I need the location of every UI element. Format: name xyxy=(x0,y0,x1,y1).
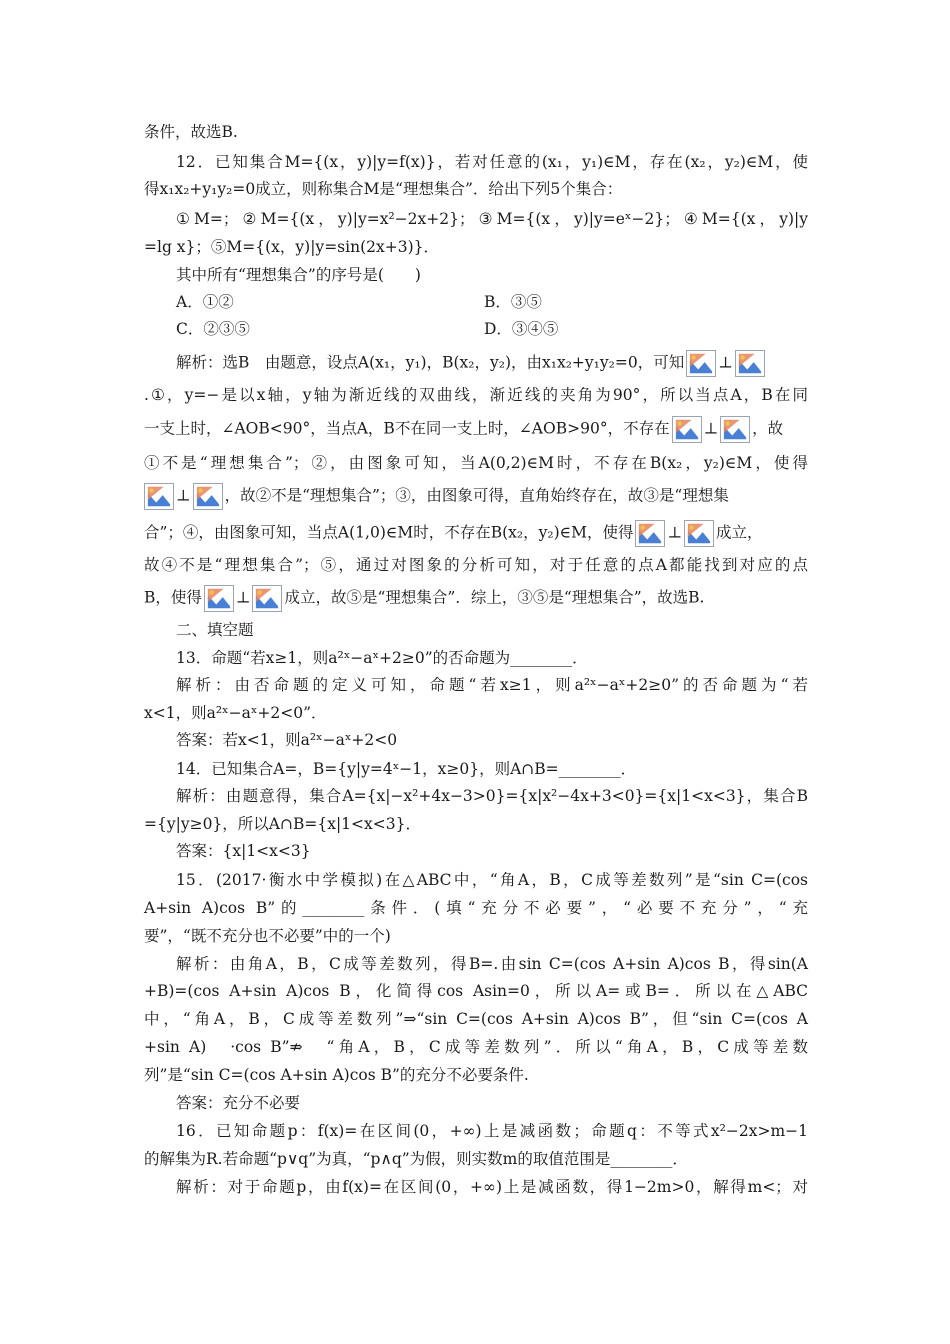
solution-12-line: 解析：选B 由题意，设点A(x₁，y₁)，B(x₂，y₂)，由x₁x₂+y₁y₂=0，可知 ⊥ xyxy=(176,350,767,377)
question-14-stem: 14．已知集合A=，B={y|y=4ˣ−1，x≥0}，则A∩B=________． xyxy=(176,760,637,778)
text-line: ①不是“理想集合”；②，由图象可知，当A(0,2)∈M时，不存在B(x₂，y₂)∈M，使得 xyxy=(144,454,808,472)
broken-image-icon xyxy=(686,350,716,377)
broken-image-icon xyxy=(684,520,714,547)
question-15-stem: 15．(2017·衡水中学模拟)在△ABC中，“角A，B，C成等差数列”是“sin C=(cos xyxy=(176,871,808,889)
solution-16-line: 解析：对于命题p，由f(x)=在区间(0，+∞)上是减函数，得1−2m>0，解得m<；对 xyxy=(176,1178,808,1196)
option-c: C．②③⑤ xyxy=(176,320,250,338)
broken-image-icon xyxy=(735,350,765,377)
text-line: +B)=(cos A+sin A)cos B，化简得cos Asin=0，所以A=或B=．所以在△ABC xyxy=(144,982,808,1000)
text-line: 要”，“既不充分也不必要”中的一个) xyxy=(144,927,391,945)
text-line: 得x₁x₂+y₁y₂=0成立，则称集合M是“理想集合”．给出下列5个集合： xyxy=(144,180,623,198)
option-b: B．③⑤ xyxy=(484,293,542,311)
question-12-sets: ①M=；②M={(x，y)|y=x²−2x+2}；③M={(x，y)|y=eˣ−2}；④M={(x，y)|y xyxy=(176,210,808,228)
broken-image-icon xyxy=(672,416,702,443)
option-d: D．③④⑤ xyxy=(484,320,559,338)
broken-image-icon xyxy=(635,520,665,547)
text-line: 条件，故选B. xyxy=(144,123,238,141)
answer-14: 答案：{x|1<x<3} xyxy=(176,842,311,860)
text-line: 中，“角A，B，C成等差数列”⇒“sin C=(cos A+sin A)cos B”，但“sin C=(cos A xyxy=(144,1010,808,1028)
broken-image-icon xyxy=(252,585,282,612)
text-line: =lg x}；⑤M={(x，y)|y=sin(2x+3)}． xyxy=(144,238,439,256)
question-12-stem: 12．已知集合M={(x，y)|y=f(x)}，若对任意的(x₁，y₁)∈M，存在(x₂，y₂)∈M，使 xyxy=(176,153,808,171)
solution-15-line: 解析：由角A，B，C成等差数列，得B=.由sin C=(cos A+sin A)cos B，得sin(A xyxy=(176,955,808,973)
broken-image-icon xyxy=(204,585,234,612)
broken-image-icon xyxy=(720,416,750,443)
text-line: 列”是“sin C=(cos A+sin A)cos B”的充分不必要条件. xyxy=(144,1066,529,1084)
question-12-prompt: 其中所有“理想集合”的序号是( ) xyxy=(176,266,421,284)
broken-image-icon xyxy=(144,483,174,510)
text-line: +sin A) ·cos B”⇏ “角A，B，C成等差数列”．所以“角A，B，C成等差数 xyxy=(144,1038,808,1056)
text-line: ⊥ ，故②不是“理想集合”；③，由图象可得，直角始终存在，故③是“理想集 xyxy=(144,483,729,510)
text-line: x<1，则a²ˣ−aˣ+2<0”． xyxy=(144,704,327,722)
answer-13: 答案：若x<1，则a²ˣ−aˣ+2<0 xyxy=(176,731,398,749)
solution-14-line: 解析：由题意得，集合A={x|−x²+4x−3>0}={x|x²−4x+3<0}={x|1<x<3}，集合B xyxy=(176,787,808,805)
text-line: 合”；④，由图象可知，当点A(1,0)∈M时，不存在B(x₂，y₂)∈M，使得 ⊥ 成立， xyxy=(144,520,763,547)
text-line: .①，y=−是以x轴，y轴为渐近线的双曲线，渐近线的夹角为90°，所以当点A，B在同 xyxy=(144,386,808,404)
question-13-stem: 13．命题“若x≥1，则a²ˣ−aˣ+2≥0”的否命题为________． xyxy=(176,649,588,667)
text-line: 故④不是“理想集合”；⑤，通过对图象的分析可知，对于任意的点A都能找到对应的点 xyxy=(144,556,808,574)
text-line: A+sin A)cos B”的________条件．(填“充分不必要”，“必要不充分”，“充 xyxy=(144,899,808,917)
broken-image-icon xyxy=(193,483,223,510)
text-line: 的解集为R.若命题“p∨q”为真，“p∧q”为假，则实数m的取值范围是________． xyxy=(144,1150,688,1168)
section-heading: 二、填空题 xyxy=(176,621,254,639)
text-line: 一支上时，∠AOB<90°，当点A，B不在同一支上时，∠AOB>90°，不存在 ⊥ ，故 xyxy=(144,416,783,443)
text-line: ={y|y≥0}，所以A∩B={x|1<x<3}． xyxy=(144,815,421,833)
question-16-stem: 16．已知命题p：f(x)=在区间(0，+∞)上是减函数；命题q：不等式x²−2x>m−1 xyxy=(176,1122,808,1140)
option-a: A．①② xyxy=(176,293,234,311)
solution-13-line: 解析：由否命题的定义可知，命题“若x≥1，则a²ˣ−aˣ+2≥0”的否命题为“若 xyxy=(176,676,808,694)
text-line: B，使得 ⊥ 成立，故⑤是“理想集合”．综上，③⑤是“理想集合”，故选B. xyxy=(144,585,704,612)
answer-15: 答案：充分不必要 xyxy=(176,1094,301,1112)
